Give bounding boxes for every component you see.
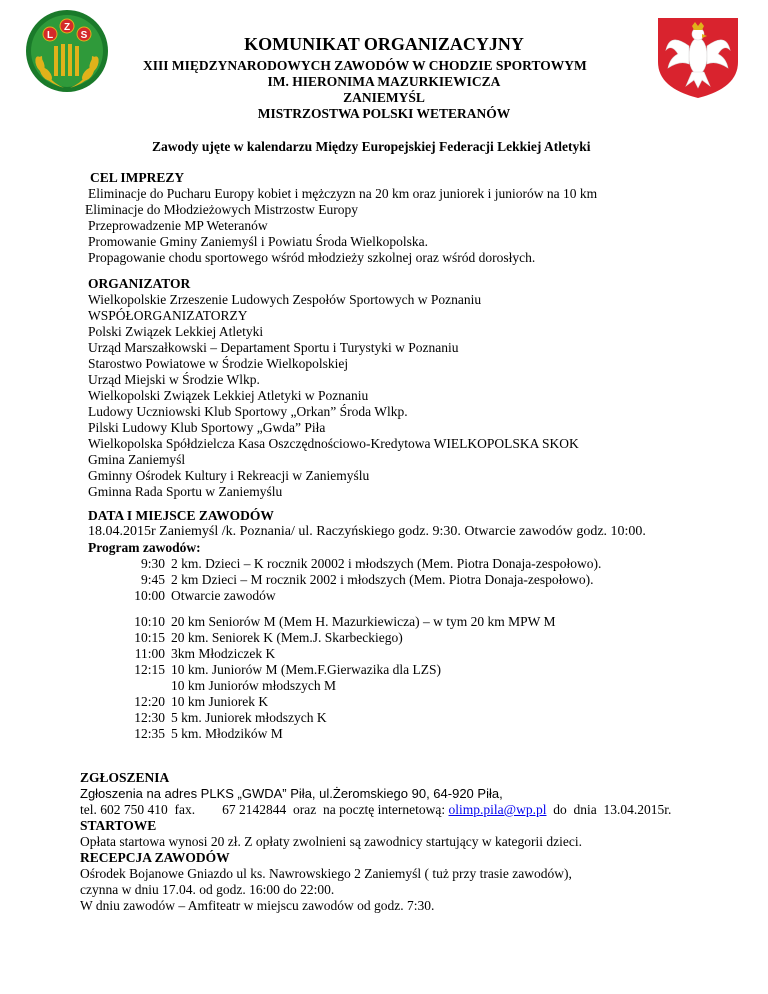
program-time: 12:15 [134, 662, 165, 677]
organizator-item: Urząd Miejski w Środzie Wlkp. [88, 372, 260, 387]
organizator-item: Pilski Ludowy Klub Sportowy „Gwda” Piła [88, 420, 326, 435]
organizator-item: Starostwo Powiatowe w Środzie Wielkopolskiej [88, 356, 349, 371]
organizator-item: Ludowy Uczniowski Klub Sportowy „Orkan” Środa Wlkp. [88, 404, 408, 419]
date-place-line: 18.04.2015r Zaniemyśl /k. Poznania/ ul. Raczyńskiego godz. 9:30. Otwarcie zawodów godz. 10:00. [88, 524, 646, 539]
organizator-item: Urząd Marszałkowski – Departament Sportu i Turystyki w Poznaniu [88, 340, 459, 355]
zgloszenia-contact [80, 802, 671, 818]
section-heading-zgloszenia: ZGŁOSZENIA [80, 770, 170, 785]
program-text: 20 km Seniorów M (Mem H. Mazurkiewicza) – w tym 20 km MPW M [171, 614, 556, 629]
cel-item: Przeprowadzenie MP Weteranów [88, 218, 268, 233]
recepcja-line: Ośrodek Bojanowe Gniazdo ul ks. Nawrowskiego 2 Zaniemyśl ( tuż przy trasie zawodów), [80, 866, 572, 881]
cel-item: Promowanie Gminy Zaniemyśl i Powiatu Środa Wielkopolska. [88, 234, 429, 249]
lzs-letter-l: L [46, 30, 54, 41]
program-time: 12:35 [134, 726, 165, 741]
program-text: 2 km Dzieci – M rocznik 2002 i młodszych (Mem. Piotra Donaja-zespołowo). [171, 572, 594, 587]
program-time: 10:00 [134, 588, 165, 603]
email-link[interactable]: olimp.pila@wp.pl [448, 802, 547, 817]
document-title: KOMUNIKAT ORGANIZACYJNY [244, 34, 524, 54]
event-patron-line: IM. HIERONIMA MAZURKIEWICZA [267, 74, 501, 89]
cel-item: Propagowanie chodu sportowego wśród młodzieży szkolnej oraz wśród dorosłych. [88, 250, 536, 265]
recepcja-line: W dniu zawodów – Amfiteatr w miejscu zawodów od godz. 7:30. [80, 898, 435, 913]
organizator-item: Wielkopolski Związek Lekkiej Atletyki w Poznaniu [88, 388, 369, 403]
cel-item: Eliminacje do Młodzieżowych Mistrzostw Europy [85, 202, 358, 217]
lzs-letter-s: S [80, 30, 88, 41]
program-text: 10 km Juniorów młodszych M [171, 678, 336, 693]
section-heading-data: DATA I MIEJSCE ZAWODÓW [88, 508, 274, 523]
startowe-text: Opłata startowa wynosi 20 zł. Z opłaty zwolnieni są zawodnicy startujący w kategorii dzieci. [80, 834, 582, 849]
recepcja-line: czynna w dniu 17.04. od godz. 16:00 do 22:00. [80, 882, 335, 897]
program-time: 9:30 [140, 556, 165, 571]
lzs-letter-z: Z [63, 22, 71, 33]
section-heading-startowe: STARTOWE [80, 818, 157, 833]
organizator-item: Polski Związek Lekkiej Atletyki [88, 324, 264, 339]
program-text: 20 km. Seniorek K (Mem.J. Skarbeckiego) [171, 630, 403, 645]
organizator-item: Gminny Ośrodek Kultury i Rekreacji w Zaniemyślu [88, 468, 370, 483]
contact-deadline: do dnia 13.04.2015r. [546, 802, 672, 817]
program-time: 11:00 [134, 646, 165, 661]
zgloszenia-address: Zgłoszenia na adres PLKS „GWDA” Piła, ul.Żeromskiego 90, 64-920 Piła, [80, 786, 503, 801]
section-heading-recepcja: RECEPCJA ZAWODÓW [80, 850, 230, 865]
program-text: 10 km. Juniorów M (Mem.F.Gierwazika dla LZS) [171, 662, 441, 677]
program-heading: Program zawodów: [88, 540, 201, 555]
organizator-item: Wielkopolska Spółdzielcza Kasa Oszczędnościowo-Kredytowa WIELKOPOLSKA SKOK [88, 436, 579, 451]
cel-item: Eliminacje do Pucharu Europy kobiet i mężczyzn na 20 km oraz juniorek i juniorów na 10 km [88, 186, 598, 201]
organizator-item: Gminna Rada Sportu w Zaniemyślu [88, 484, 283, 499]
program-time: 10:15 [134, 630, 165, 645]
program-text: 10 km Juniorek K [171, 694, 269, 709]
organizator-item: Wielkopolskie Zrzeszenie Ludowych Zespołów Sportowych w Poznaniu [88, 292, 482, 307]
program-text: 5 km. Juniorek młodszych K [171, 710, 327, 725]
program-text: 3km Młodziczek K [171, 646, 276, 661]
section-heading-organizator: ORGANIZATOR [88, 276, 191, 291]
program-time: 10:10 [134, 614, 165, 629]
program-text: 2 km. Dzieci – K rocznik 20002 i młodszych (Mem. Piotra Donaja-zespołowo). [171, 556, 602, 571]
event-subtitle: Zawody ujęte w kalendarzu Między Europejskiej Federacji Lekkiej Atletyki [152, 139, 591, 154]
program-time: 12:20 [134, 694, 165, 709]
program-text: 5 km. Młodzików M [171, 726, 283, 741]
event-championship-line: MISTRZOSTWA POLSKI WETERANÓW [257, 106, 511, 121]
event-name-line: XIII MIĘDZYNARODOWYCH ZAWODÓW W CHODZIE SPORTOWYM [143, 58, 587, 73]
section-heading-cel: CEL IMPREZY [90, 170, 185, 185]
organizator-item: Gmina Zaniemyśl [88, 452, 186, 467]
program-text: Otwarcie zawodów [171, 588, 276, 603]
contact-phone-fax: tel. 602 750 410 fax. 67 2142844 oraz na pocztę internetową: [80, 802, 449, 817]
organizator-item: WSPÓŁORGANIZATORZY [88, 308, 248, 323]
event-place-line: ZANIEMYŚL [343, 90, 425, 105]
program-time: 12:30 [134, 710, 165, 725]
program-time: 9:45 [140, 572, 165, 587]
